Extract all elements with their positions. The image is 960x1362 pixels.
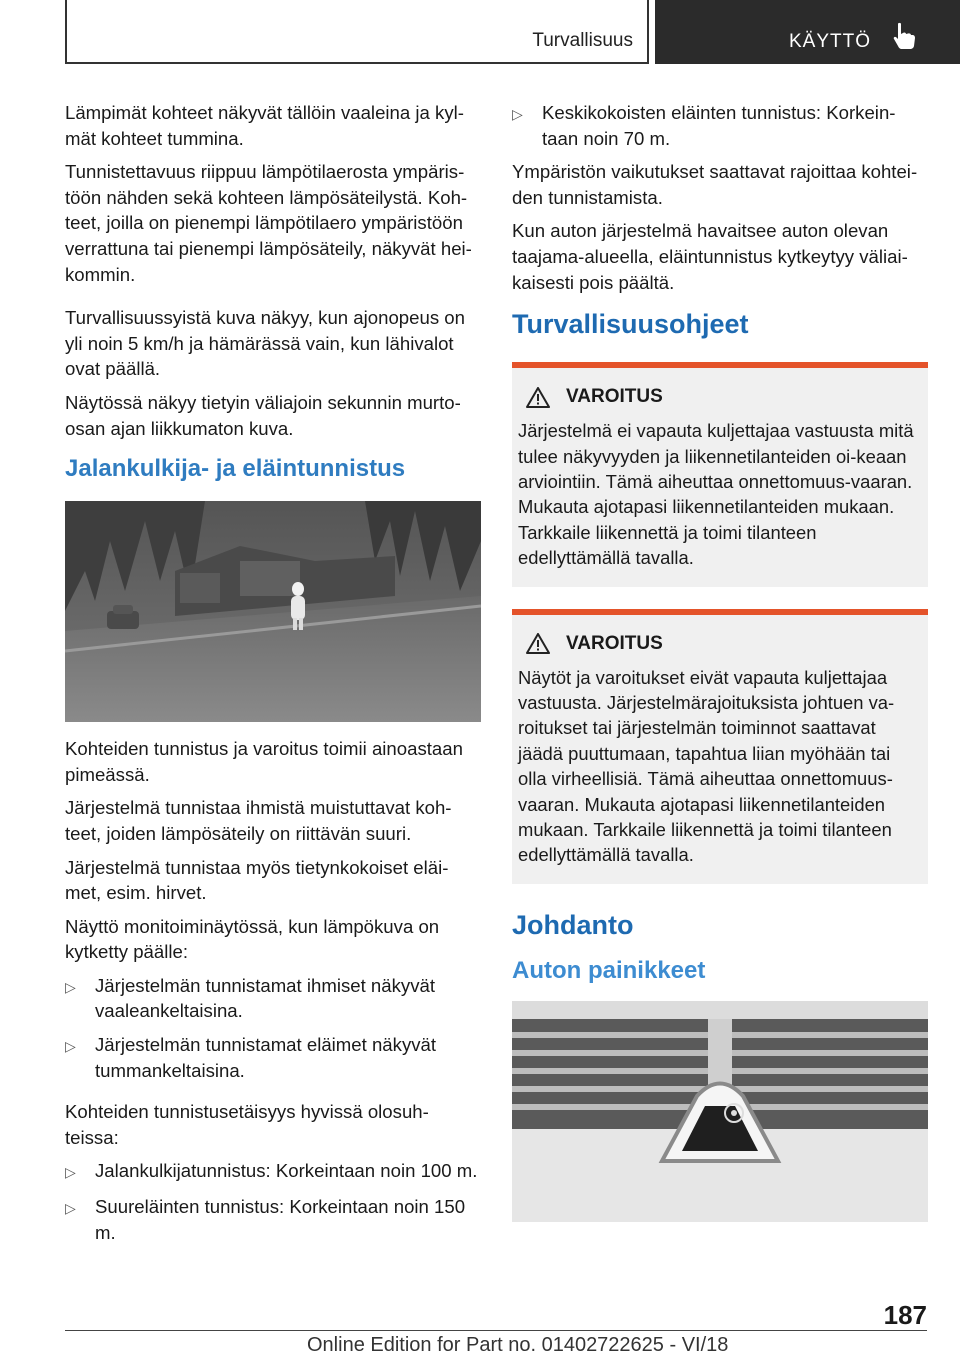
hand-pointer-icon [891,22,917,50]
paragraph: Näytössä näkyy tietyin väliajoin sekunnin murto-osan ajan liikkumaton kuva. [65,391,461,439]
list-item-text: Järjestelmän tunnistamat ihmiset näkyvät vaaleankeltaisina. [95,974,435,1022]
section-heading: Turvallisuusohjeet [512,309,749,340]
list-item [65,973,481,1024]
warning-title [518,633,918,655]
page-number: 187 [883,1300,927,1330]
section-heading: Johdanto [512,909,634,940]
list-item-text: Suureläinten tunnistus: Korkeintaan noin 150 m. [95,1196,466,1243]
list-item [65,1158,481,1186]
car-grille-figure [512,1001,928,1222]
right-column [512,100,928,1222]
triangle-bullet-icon: ▷ [65,1164,76,1181]
thermal-night-vision-image [65,501,481,722]
header-section-box [65,0,649,64]
list-item [65,1194,481,1245]
paragraph: Lämpimät kohteet näkyvät tällöin vaaleina ja kyl-mät kohteet tummina. [65,102,464,149]
section-title: Turvallisuus [532,30,633,51]
list-item [65,1032,481,1083]
paragraph: Järjestelmä tunnistaa ihmistä muistuttavat koh-teet, joiden lämpösäteily on riittävän suuri. [65,797,452,844]
triangle-bullet-icon: ▷ [65,1038,76,1055]
paragraph: Järjestelmä tunnistaa myös tietynkokoiset eläi-met, esim. hirvet. [65,856,449,904]
paragraph: Turvallisuussyistä kuva näkyy, kun ajonopeus on yli noin 5 km/h ja hämärässä vain, kun lähivalot ovat päällä. [65,307,465,380]
section-heading: Jalankulkija- ja eläintunnistus [65,455,406,483]
chapter-title: KÄYTTÖ [789,31,872,52]
header-chapter-box [655,0,960,64]
warning-text: Järjestelmä ei vapauta kuljettajaa vastuusta mitä tulee näkyvyyden ja liikennetilanteiden oi-keaan arviointiin. Tämä aiheuttaa onnettomuus-vaaran. Mukauta ajotapasi liikennetilanteiden mukaan. Tarkkaile liikennettä ja toimi tilanteen edellyttämällä tavalla. [518,420,914,569]
footer-edition: Online Edition for Part no. 01402722625 - VI/18 [307,1334,729,1356]
list-item-text: Jalankulkijatunnistus: Korkeintaan noin 100 m. [95,1160,478,1182]
list-item-text: Keskikokoisten eläinten tunnistus: Korkein-taan noin 70 m. [542,102,896,149]
triangle-bullet-icon: ▷ [65,1200,76,1217]
subsection-heading: Auton painikkeet [512,956,706,984]
warning-triangle-icon [526,633,550,654]
paragraph: Tunnistettavuus riippuu lämpötilaerosta ympäris-töön nähden sekä kohteen lämpösäteilystä. Koh-teet, joilla on pienempi lämpötilaero ympäristöön verrattuna tai pienempi lämpösäteily, näkyvät hei-kommin. [65,161,472,285]
paragraph: Kun auton järjestelmä havaitsee auton olevan taajama-alueella, eläintunnistus kytkeytyy väliai-kaisesti pois päältä. [512,220,908,293]
thermal-image-figure [65,501,481,722]
warning-text: Näytöt ja varoitukset eivät vapauta kuljettajaa vastuusta. Järjestelmärajoituksista johtuen va-roitukset tai järjestelmän toiminnot saattavat jäädä puuttumaan, tapahtua liian myöhään tai olla virheellisiä. Tämä aiheuttaa onnettomuus-vaaran. Mukauta ajotapasi liikennetilanteiden mukaan. Tarkkaile liikennettä ja toimi tilanteen edellyttämällä tavalla. [518,666,895,866]
warning-box [512,609,928,884]
footer-divider [65,1330,927,1331]
paragraph: Kohteiden tunnistusetäisyys hyvissä olosuh-teissa: [65,1101,429,1148]
paragraph: Ympäristön vaikutukset saattavat rajoittaa kohtei-den tunnistamista. [512,161,918,208]
warning-title-text: VAROITUS [566,386,663,408]
left-column [65,100,481,1253]
triangle-bullet-icon: ▷ [65,978,76,995]
warning-title [518,386,918,408]
paragraph: Näyttö monitoiminäytössä, kun lämpökuva on kytketty päälle: [65,915,440,963]
triangle-bullet-icon: ▷ [512,106,523,122]
warning-box [512,362,928,586]
list-item-text: Järjestelmän tunnistamat eläimet näkyvät tummankeltaisina. [95,1034,437,1081]
paragraph: Kohteiden tunnistus ja varoitus toimii ainoastaan pimeässä. [65,738,463,785]
car-front-button-image [512,1001,928,1222]
warning-title-text: VAROITUS [566,632,663,654]
list-item [512,100,928,151]
warning-triangle-icon [526,387,550,408]
